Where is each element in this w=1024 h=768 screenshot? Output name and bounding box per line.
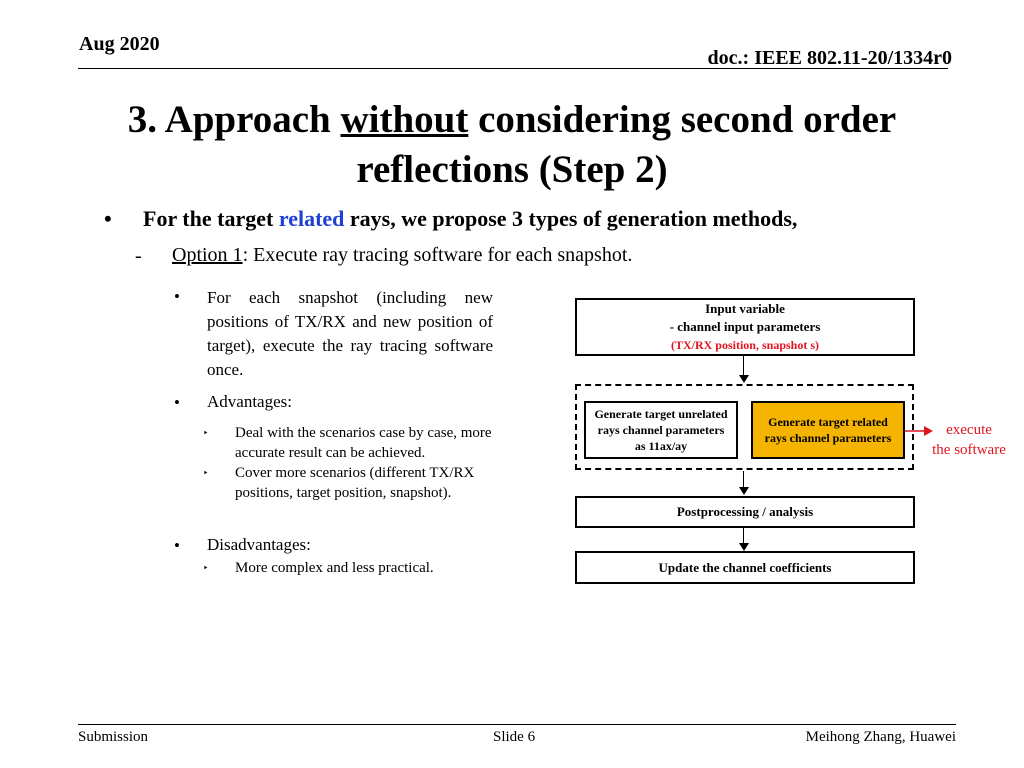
- arrow-line-2: [743, 471, 744, 488]
- option-text: : Execute ray tracing software for each snapshot.: [242, 244, 633, 266]
- input-line-2: - channel input parameters: [669, 319, 821, 334]
- title-underlined-word: without: [340, 98, 469, 141]
- detail-paragraph: For each snapshot (including new positions of TX/RX and new position of target), execute the ray tracing software once.: [207, 288, 493, 379]
- advantage-item-2: Cover more scenarios (different TX/RX positions, target position, snapshot).: [235, 465, 475, 501]
- title-line-2: reflections (Step 2): [356, 148, 668, 191]
- slide-title: [40, 95, 984, 195]
- input-line-3: (TX/RX position, snapshot s): [670, 338, 820, 352]
- arrow-head-2: [739, 487, 749, 495]
- execute-line-1: execute: [946, 422, 992, 438]
- postprocessing-label: Postprocessing / analysis: [676, 504, 814, 519]
- unrelated-line-2: rays channel parameters: [597, 423, 725, 437]
- option-dash: -: [135, 245, 142, 267]
- arrow-line-1: [743, 356, 744, 376]
- execute-label: [924, 420, 1014, 460]
- footer-submission: Submission: [78, 729, 149, 745]
- footer-author: Meihong Zhang, Huawei: [805, 729, 956, 745]
- document-id: doc.: IEEE 802.11-20/1334r0: [707, 47, 952, 69]
- unrelated-line-3: as 11ax/ay: [634, 439, 688, 453]
- main-bullet-part2: rays, we propose 3 types of generation methods,: [344, 206, 798, 231]
- option-label: Option 1: [172, 244, 243, 266]
- disadvantage-item-1: More complex and less practical.: [235, 560, 434, 576]
- main-bullet-text: [143, 206, 797, 232]
- header-date: Aug 2020: [79, 33, 160, 55]
- execute-line-2: the software: [932, 442, 1006, 458]
- arrow-line-3: [743, 528, 744, 544]
- main-bullet-highlight: related: [278, 206, 345, 231]
- option-line: [172, 244, 632, 267]
- related-line-1: Generate target related: [768, 415, 888, 429]
- header-rule: [78, 68, 948, 69]
- main-bullet-marker: •: [104, 206, 112, 231]
- advantages-label: Advantages:: [207, 392, 292, 411]
- detail-bullet-3: •: [174, 536, 180, 555]
- main-bullet-part1: For the target: [143, 206, 279, 231]
- advantage-marker-1: ‣: [203, 428, 209, 438]
- update-coefficients-box: [575, 551, 915, 584]
- detail-bullet-1: •: [174, 287, 180, 306]
- postprocessing-box: [575, 496, 915, 528]
- advantage-marker-2: ‣: [203, 468, 209, 478]
- input-variable-box: [575, 298, 915, 356]
- related-line-2: rays channel parameters: [764, 431, 892, 445]
- update-label: Update the channel coefficients: [658, 559, 832, 575]
- arrow-head-3: [739, 543, 749, 551]
- footer-slide-number: Slide 6: [493, 729, 536, 745]
- related-rays-box: [751, 401, 905, 459]
- unrelated-line-1: Generate target unrelated: [594, 407, 728, 421]
- arrow-head-1: [739, 375, 749, 383]
- unrelated-rays-box: [584, 401, 738, 459]
- disadvantage-marker-1: ‣: [203, 563, 209, 573]
- title-prefix: 3. Approach: [127, 98, 341, 141]
- disadvantages-label: Disadvantages:: [207, 535, 311, 554]
- title-rest: considering second order: [468, 98, 897, 141]
- footer-rule: [78, 724, 956, 725]
- advantage-item-1: Deal with the scenarios case by case, more accurate result can be achieved.: [235, 425, 492, 461]
- detail-bullet-2: •: [174, 393, 180, 412]
- input-line-1: Input variable: [705, 301, 785, 316]
